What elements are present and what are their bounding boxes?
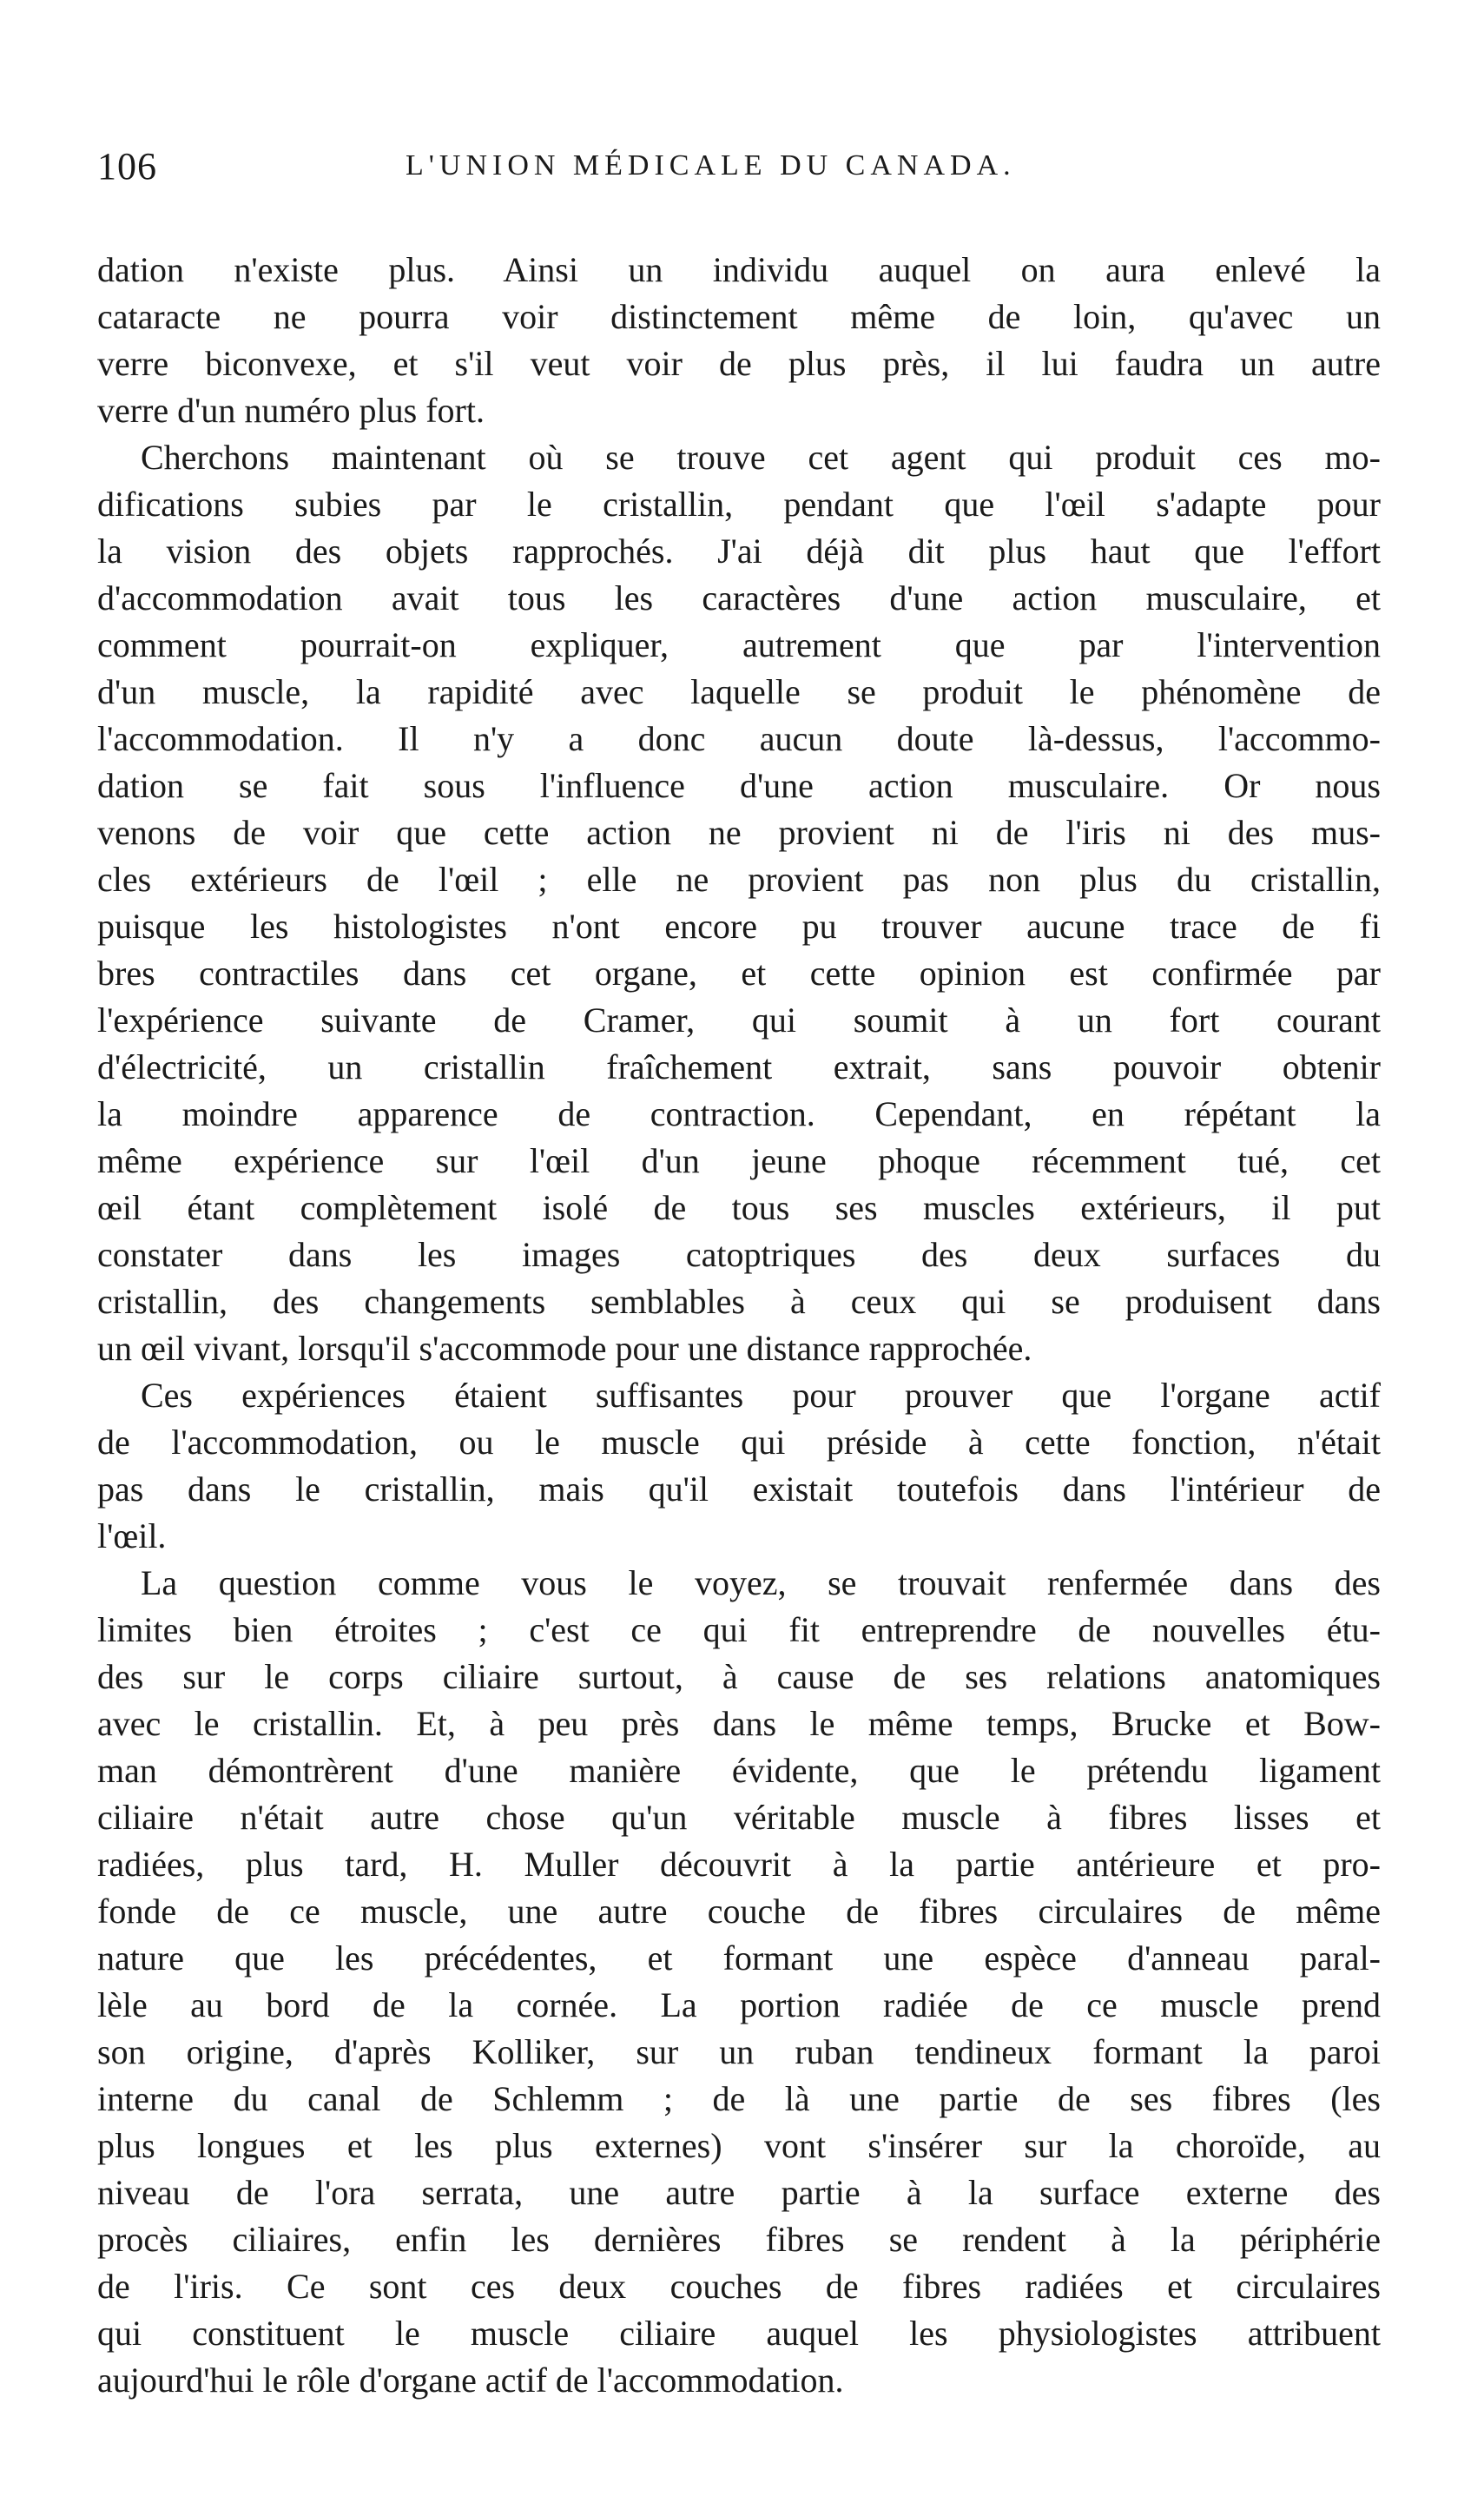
text-line: radiées, plus tard, H. Muller découvrit à la partie antérieure et pro- — [97, 1845, 1381, 1884]
page-header — [97, 144, 1382, 196]
text-line: de l'iris. Ce sont ces deux couches de fibres radiées et circulaires — [97, 2267, 1381, 2306]
text-line: verre d'un numéro plus fort. — [97, 391, 485, 430]
paragraph — [97, 1372, 1381, 1560]
text-line: Cherchons maintenant où se trouve cet agent qui produit ces mo- — [141, 438, 1381, 477]
text-line: fonde de ce muscle, une autre couche de fibres circulaires de même — [97, 1892, 1381, 1931]
text-line: plus longues et les plus externes) vont s'insérer sur la choroïde, au — [97, 2126, 1381, 2165]
text-line: verre biconvexe, et s'il veut voir de plus près, il lui faudra un autre — [97, 344, 1381, 383]
text-line: dation n'existe plus. Ainsi un individu auquel on aura enlevé la — [97, 250, 1381, 289]
paragraph — [97, 247, 1381, 434]
paragraph — [97, 1560, 1381, 2404]
text-line: difications subies par le cristallin, pendant que l'œil s'adapte pour — [97, 485, 1381, 524]
text-line: des sur le corps ciliaire surtout, à cause de ses relations anatomiques — [97, 1657, 1381, 1696]
text-line: un œil vivant, lorsqu'il s'accommode pour une distance rapprochée. — [97, 1329, 1032, 1368]
text-line: interne du canal de Schlemm ; de là une partie de ses fibres (les — [97, 2079, 1381, 2118]
running-title: L'UNION MÉDICALE DU CANADA. — [406, 149, 1016, 182]
text-line: l'expérience suivante de Cramer, qui soumit à un fort courant — [97, 1000, 1381, 1040]
text-line: l'accommodation. Il n'y a donc aucun doute là-dessus, l'accommo- — [97, 719, 1381, 758]
text-line: venons de voir que cette action ne provient ni de l'iris ni des mus- — [97, 813, 1381, 852]
text-line: limites bien étroites ; c'est ce qui fit entreprendre de nouvelles étu- — [97, 1610, 1381, 1649]
text-line: lèle au bord de la cornée. La portion radiée de ce muscle prend — [97, 1985, 1381, 2024]
text-line: nature que les précédentes, et formant une espèce d'anneau paral- — [97, 1938, 1381, 1978]
text-line: avec le cristallin. Et, à peu près dans le même temps, Brucke et Bow- — [97, 1704, 1381, 1743]
text-line: constater dans les images catoptriques des deux surfaces du — [97, 1235, 1381, 1274]
text-line: procès ciliaires, enfin les dernières fibres se rendent à la périphérie — [97, 2220, 1381, 2259]
text-line: La question comme vous le voyez, se trouvait renfermée dans des — [141, 1563, 1381, 1602]
paragraph — [97, 434, 1381, 1372]
text-line: la moindre apparence de contraction. Cependant, en répétant la — [97, 1094, 1381, 1133]
text-line: cataracte ne pourra voir distinctement même de loin, qu'avec un — [97, 297, 1381, 336]
body-text — [97, 247, 1381, 2435]
text-line: comment pourrait-on expliquer, autrement que par l'intervention — [97, 625, 1381, 664]
text-line: qui constituent le muscle ciliaire auquel les physiologistes attribuent — [97, 2314, 1381, 2353]
text-line: son origine, d'après Kolliker, sur un ruban tendineux formant la paroi — [97, 2032, 1381, 2071]
text-line: niveau de l'ora serrata, une autre partie à la surface externe des — [97, 2173, 1381, 2212]
text-line: pas dans le cristallin, mais qu'il existait toutefois dans l'intérieur de — [97, 1469, 1381, 1509]
text-line: œil étant complètement isolé de tous ses muscles extérieurs, il put — [97, 1188, 1381, 1227]
text-line: cristallin, des changements semblables à ceux qui se produisent dans — [97, 1282, 1381, 1321]
text-line: d'un muscle, la rapidité avec laquelle se produit le phénomène de — [97, 672, 1381, 711]
page-number: 106 — [97, 145, 157, 188]
text-line: d'électricité, un cristallin fraîchement extrait, sans pouvoir obtenir — [97, 1047, 1381, 1086]
text-line: cles extérieurs de l'œil ; elle ne provient pas non plus du cristallin, — [97, 860, 1381, 899]
text-line: l'œil. — [97, 1516, 167, 1555]
text-line: puisque les histologistes n'ont encore pu trouver aucune trace de fi — [97, 907, 1381, 946]
text-line: dation se fait sous l'influence d'une action musculaire. Or nous — [97, 766, 1381, 805]
text-line: man démontrèrent d'une manière évidente, que le prétendu ligament — [97, 1751, 1381, 1790]
text-line: Ces expériences étaient suffisantes pour prouver que l'organe actif — [141, 1376, 1381, 1415]
text-line: ciliaire n'était autre chose qu'un véritable muscle à fibres lisses et — [97, 1798, 1381, 1837]
text-line: de l'accommodation, ou le muscle qui préside à cette fonction, n'était — [97, 1423, 1381, 1462]
text-line: d'accommodation avait tous les caractères d'une action musculaire, et — [97, 578, 1381, 617]
text-line: même expérience sur l'œil d'un jeune phoque récemment tué, cet — [97, 1141, 1381, 1180]
text-line: bres contractiles dans cet organe, et cette opinion est confirmée par — [97, 954, 1381, 993]
text-line: aujourd'hui le rôle d'organe actif de l'accommodation. — [97, 2361, 844, 2400]
text-line: la vision des objets rapprochés. J'ai déjà dit plus haut que l'effort — [97, 532, 1381, 571]
